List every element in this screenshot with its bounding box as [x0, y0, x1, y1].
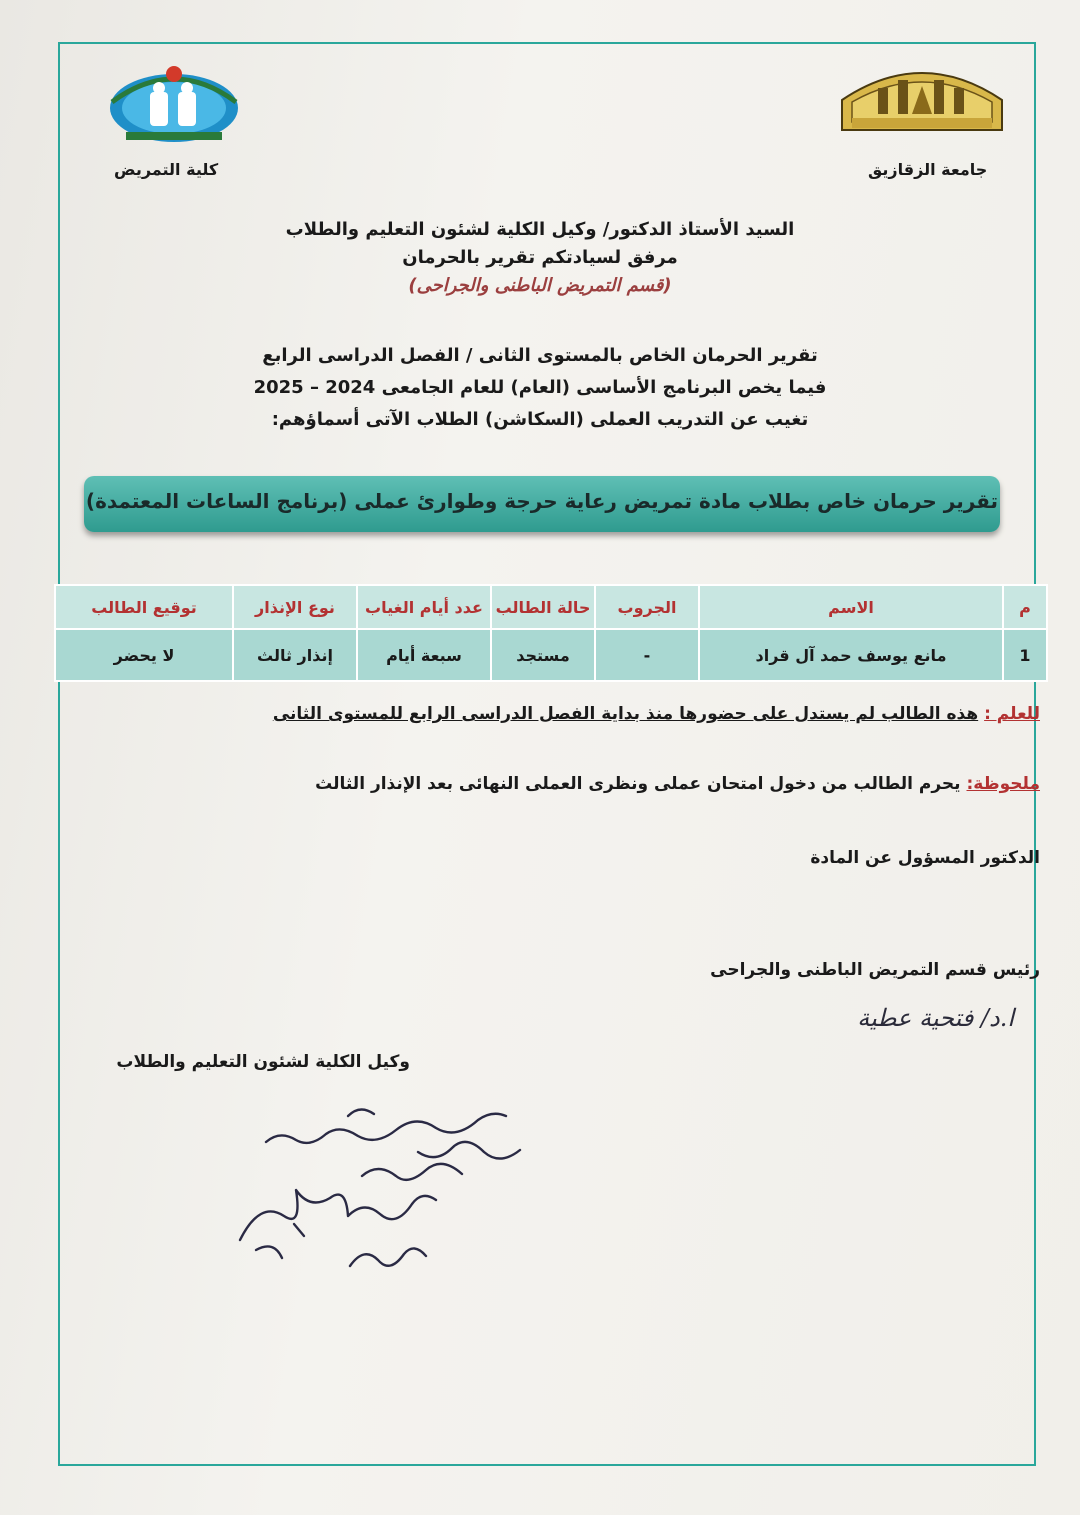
remark-text: يحرم الطالب من دخول امتحان عملى ونظرى العملى النهائى بعد الإنذار الثالث — [315, 774, 961, 794]
report-line-3: تغيب عن التدريب العملى (السكاشن) الطلاب الآتى أسماؤهم: — [271, 409, 809, 430]
cell-warning-type: إنذار ثالث — [233, 629, 357, 681]
course-doctor-label: الدكتور المسؤول عن المادة — [810, 848, 1040, 868]
faculty-name: كلية التمريض — [114, 160, 219, 179]
column-header-warning-type: نوع الإنذار — [233, 585, 357, 629]
address-block — [100, 216, 980, 300]
department-name: (قسم التمريض الباطنى والجراحى) — [408, 275, 672, 296]
column-header-absence-days: عدد أيام الغياب — [357, 585, 491, 629]
dept-head-label: رئيس قسم التمريض الباطنى والجراحى — [710, 960, 1040, 980]
cell-student-signature: لا يحضر — [55, 629, 233, 681]
fyi-note — [273, 704, 1040, 724]
address-line-2: مرفق لسيادتكم تقرير بالحرمان — [402, 247, 678, 268]
report-line-1: تقرير الحرمان الخاص بالمستوى الثانى / الفصل الدراسى الرابع — [262, 345, 818, 366]
cell-status: مستجد — [491, 629, 595, 681]
report-heading — [100, 340, 980, 436]
cell-group: - — [595, 629, 699, 681]
dept-head-signature: ا.د/ فتحية عطية — [857, 1004, 1014, 1032]
table-header-row — [55, 585, 1047, 629]
fyi-label: للعلم : — [984, 704, 1040, 724]
column-header-number: م — [1003, 585, 1047, 629]
cell-number: 1 — [1003, 629, 1047, 681]
vice-dean-signature — [230, 1090, 540, 1290]
university-name: جامعة الزقازيق — [868, 160, 988, 179]
cell-name: مانع يوسف حمد آل قراد — [699, 629, 1003, 681]
cell-absence-days: سبعة أيام — [357, 629, 491, 681]
column-header-status: حالة الطالب — [491, 585, 595, 629]
faculty-of-nursing-logo — [106, 62, 242, 146]
vice-dean-label: وكيل الكلية لشئون التعليم والطلاب — [116, 1052, 410, 1072]
column-header-student-signature: توقيع الطالب — [55, 585, 233, 629]
address-line-1: السيد الأستاذ الدكتور/ وكيل الكلية لشئون التعليم والطلاب — [285, 219, 795, 240]
column-header-group: الجروب — [595, 585, 699, 629]
zagazig-university-logo — [838, 60, 1006, 132]
report-banner: تقرير حرمان خاص بطلاب مادة تمريض رعاية حرجة وطوارئ عملى (برنامج الساعات المعتمدة) — [84, 476, 1000, 532]
remark-note — [315, 774, 1040, 794]
remark-label: ملحوظة: — [966, 774, 1040, 794]
fyi-text: هذه الطالب لم يستدل على حضورها منذ بداية الفصل الدراسى الرابع للمستوى الثانى — [272, 704, 979, 724]
deprivation-table — [54, 584, 1048, 682]
table-row — [55, 629, 1047, 681]
report-line-2: فيما يخص البرنامج الأساسى (العام) للعام الجامعى 2024 – 2025 — [253, 377, 827, 398]
column-header-name: الاسم — [699, 585, 1003, 629]
